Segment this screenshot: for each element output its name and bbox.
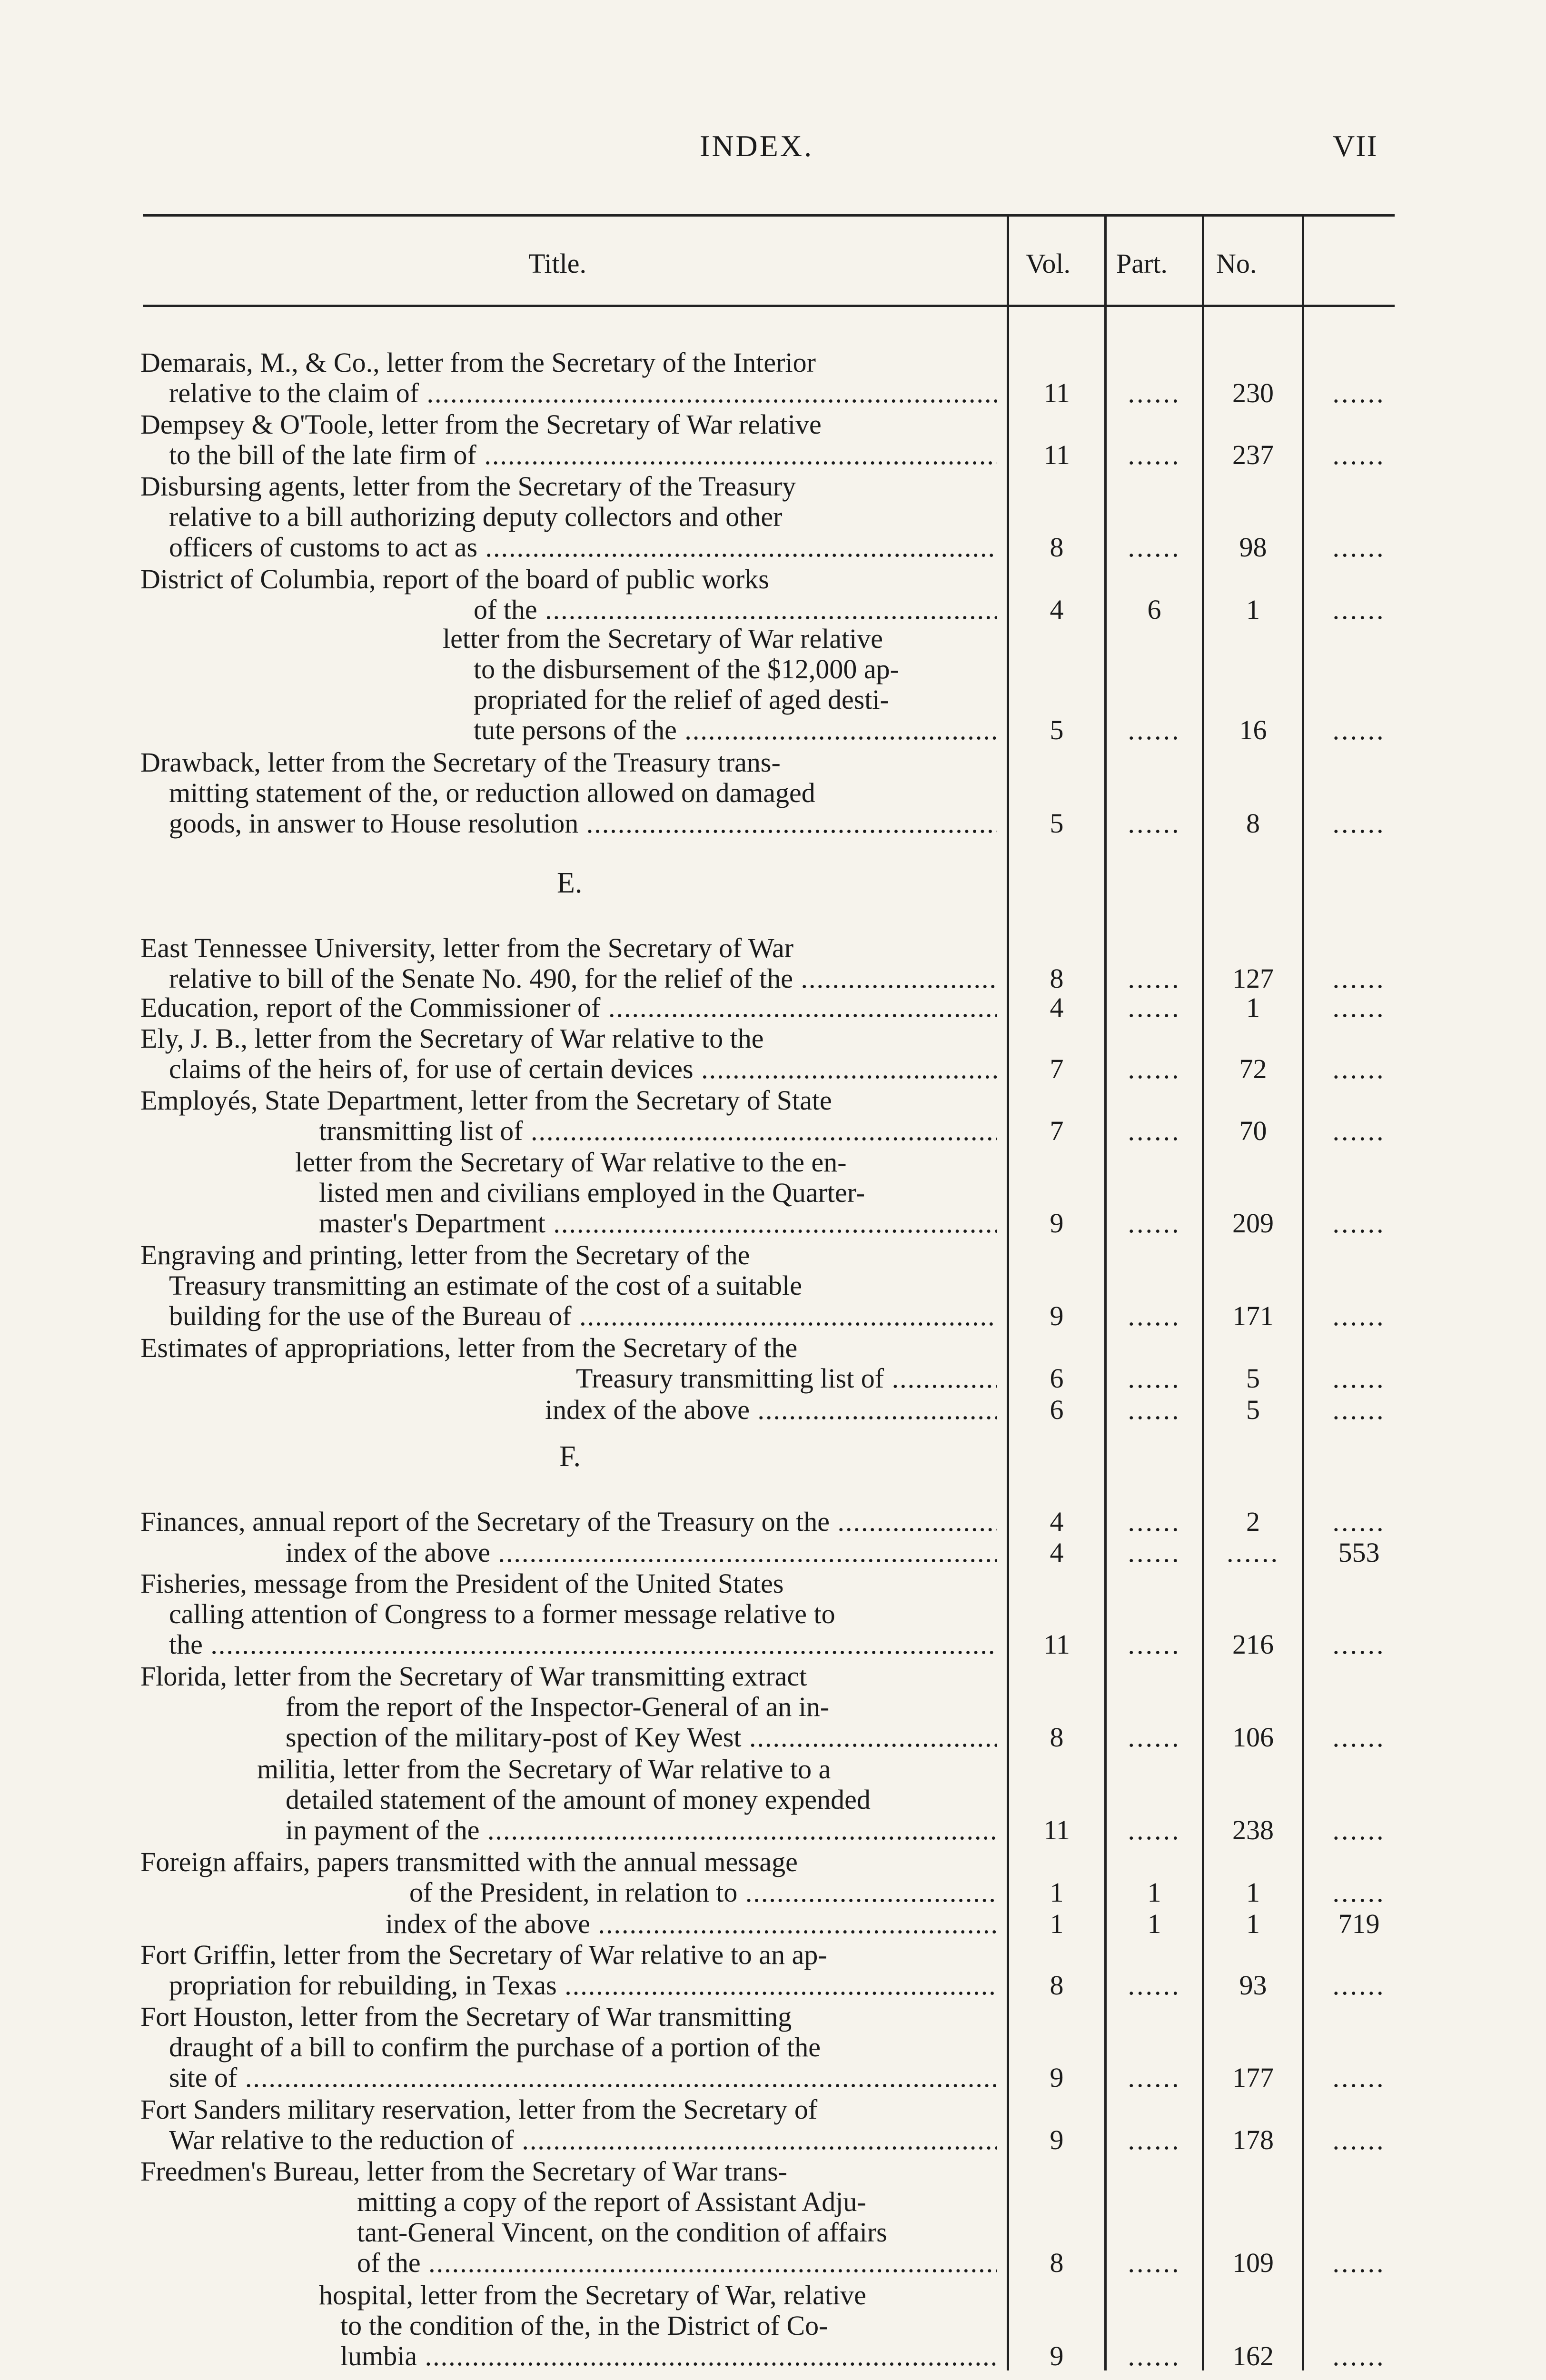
entry-part: ...... bbox=[1128, 532, 1181, 563]
entry-title-line: calling attention of Congress to a former message relative to bbox=[169, 1599, 835, 1629]
entry-no: 1 bbox=[1246, 1908, 1260, 1939]
entry-no: 93 bbox=[1239, 1970, 1267, 2001]
column-title: Title. bbox=[528, 248, 586, 279]
entry-extra: ...... bbox=[1332, 2062, 1386, 2093]
entry-no: 109 bbox=[1232, 2247, 1274, 2278]
entry-part: ...... bbox=[1128, 1970, 1181, 2001]
entry-part: ...... bbox=[1128, 2247, 1181, 2278]
entry-title-line: index of the above ..... bbox=[386, 1909, 997, 1939]
entry-vol: 8 bbox=[1050, 1970, 1064, 2001]
entry-title-line: site of ..... bbox=[169, 2063, 997, 2093]
entry-title-line: Treasury transmitting an estimate of the cost of a suitable bbox=[169, 1270, 802, 1301]
entry-no: 5 bbox=[1246, 1363, 1260, 1394]
entry-title-line: letter from the Secretary of War relative to the en- bbox=[295, 1147, 847, 1178]
rule-no-extra bbox=[1302, 214, 1304, 2370]
entry-title-line: lumbia ..... bbox=[340, 2341, 997, 2371]
entry-vol: 4 bbox=[1050, 1506, 1064, 1537]
entry-part: ...... bbox=[1128, 2062, 1181, 2093]
entry-title-line: the ..... bbox=[169, 1629, 997, 1660]
entry-title-line: detailed statement of the amount of money expended bbox=[286, 1785, 871, 1815]
entry-title-line: Fort Griffin, letter from the Secretary of War relative to an ap- bbox=[140, 1940, 827, 1970]
entry-extra: 719 bbox=[1338, 1908, 1380, 1939]
entry-no: 237 bbox=[1232, 439, 1274, 470]
entry-vol: 4 bbox=[1050, 1537, 1064, 1568]
entry-extra: ...... bbox=[1332, 377, 1386, 408]
entry-part: ...... bbox=[1128, 1053, 1181, 1084]
entry-vol: 4 bbox=[1050, 992, 1064, 1023]
entry-part: ...... bbox=[1128, 1537, 1181, 1568]
entry-vol: 1 bbox=[1050, 1877, 1064, 1908]
entry-part: ...... bbox=[1128, 992, 1181, 1023]
entry-vol: 9 bbox=[1050, 1208, 1064, 1239]
entry-title-line: relative to a bill authorizing deputy collectors and other bbox=[169, 502, 783, 532]
entry-no: 8 bbox=[1246, 808, 1260, 839]
entry-title-line: of the ..... bbox=[474, 595, 997, 625]
entry-no: 177 bbox=[1232, 2062, 1274, 2093]
entry-title-line: relative to bill of the Senate No. 490, for the relief of the ..... bbox=[169, 963, 997, 994]
entry-no: 178 bbox=[1232, 2124, 1274, 2155]
page-header bbox=[0, 129, 1546, 176]
entry-title-line: Engraving and printing, letter from the Secretary of the bbox=[140, 1240, 750, 1270]
entry-title-line: claims of the heirs of, for use of certain devices ..... bbox=[169, 1054, 997, 1084]
entry-title-line: transmitting list of ..... bbox=[319, 1116, 997, 1146]
entry-title-line: Freedmen's Bureau, letter from the Secretary of War trans- bbox=[140, 2156, 788, 2187]
entry-extra: ...... bbox=[1332, 1970, 1386, 2001]
entry-part: ...... bbox=[1128, 1300, 1181, 1331]
entry-no: 162 bbox=[1232, 2340, 1274, 2371]
entry-vol: 6 bbox=[1050, 1394, 1064, 1425]
entry-no: 216 bbox=[1232, 1629, 1274, 1660]
entry-title-line: Employés, State Department, letter from the Secretary of State bbox=[140, 1085, 832, 1116]
entry-title-line: Florida, letter from the Secretary of War transmitting extract bbox=[140, 1661, 807, 1692]
entry-title-line: propriated for the relief of aged desti- bbox=[474, 684, 889, 715]
entry-title-line: tute persons of the ..... bbox=[474, 715, 997, 745]
running-title: INDEX. bbox=[700, 129, 814, 163]
entry-extra: ...... bbox=[1332, 714, 1386, 745]
entry-title-line: propriation for rebuilding, in Texas ..... bbox=[169, 1970, 997, 2001]
entry-part: ...... bbox=[1128, 2124, 1181, 2155]
entry-title-line: Disbursing agents, letter from the Secretary of the Treasury bbox=[140, 471, 796, 502]
entry-extra: ...... bbox=[1332, 808, 1386, 839]
entry-vol: 8 bbox=[1050, 532, 1064, 563]
entry-title-line: index of the above ..... bbox=[545, 1395, 997, 1425]
entry-title-line: Demarais, M., & Co., letter from the Secretary of the Interior bbox=[140, 347, 816, 378]
entry-title-line: of the President, in relation to ..... bbox=[409, 1877, 997, 1908]
entry-no: 1 bbox=[1246, 992, 1260, 1023]
entry-part: ...... bbox=[1128, 439, 1181, 470]
entry-vol: 11 bbox=[1043, 377, 1070, 408]
entry-title-line: Dempsey & O'Toole, letter from the Secretary of War relative bbox=[140, 409, 822, 440]
entry-no: 230 bbox=[1232, 377, 1274, 408]
entry-extra: ...... bbox=[1332, 532, 1386, 563]
entry-extra: 553 bbox=[1338, 1537, 1380, 1568]
entry-title-line: Finances, annual report of the Secretary of the Treasury on the ..... bbox=[140, 1507, 997, 1537]
entry-part: 6 bbox=[1147, 594, 1161, 625]
entry-title-line: Treasury transmitting list of ..... bbox=[576, 1363, 997, 1394]
entry-extra: ...... bbox=[1332, 439, 1386, 470]
entry-extra: ...... bbox=[1332, 1053, 1386, 1084]
entry-title-line: mitting a copy of the report of Assistant Adju- bbox=[357, 2187, 866, 2217]
entry-vol: 4 bbox=[1050, 594, 1064, 625]
entry-title-line: Education, report of the Commissioner of ..... bbox=[140, 992, 997, 1023]
page-number: VII bbox=[1333, 129, 1378, 163]
entry-part: ...... bbox=[1128, 714, 1181, 745]
entry-title-line: listed men and civilians employed in the Quarter- bbox=[319, 1178, 865, 1208]
entry-extra: ...... bbox=[1332, 992, 1386, 1023]
entry-title-line: Fort Sanders military reservation, letter from the Secretary of bbox=[140, 2094, 818, 2125]
entry-title-line: tant-General Vincent, on the condition of affairs bbox=[357, 2217, 887, 2248]
entry-no: 16 bbox=[1239, 714, 1267, 745]
entry-no: 209 bbox=[1232, 1208, 1274, 1239]
entry-no: 171 bbox=[1232, 1300, 1274, 1331]
entry-vol: 9 bbox=[1050, 2124, 1064, 2155]
entry-part: ...... bbox=[1128, 1815, 1181, 1845]
section-letter-e: E. bbox=[557, 867, 583, 899]
entry-title-line: District of Columbia, report of the board of public works bbox=[140, 564, 769, 595]
entry-extra: ...... bbox=[1332, 1115, 1386, 1146]
entry-extra: ...... bbox=[1332, 1877, 1386, 1908]
entry-title-line: to the disbursement of the $12,000 ap- bbox=[474, 654, 899, 684]
entry-part: ...... bbox=[1128, 377, 1181, 408]
entry-vol: 8 bbox=[1050, 1722, 1064, 1753]
entry-no: 127 bbox=[1232, 963, 1274, 994]
entry-no: 2 bbox=[1246, 1506, 1260, 1537]
column-no: No. bbox=[1216, 248, 1257, 279]
entry-extra: ...... bbox=[1332, 2340, 1386, 2371]
entry-title-line: draught of a bill to confirm the purchase of a portion of the bbox=[169, 2032, 821, 2063]
entry-part: ...... bbox=[1128, 1394, 1181, 1425]
entry-part: ...... bbox=[1128, 808, 1181, 839]
entry-vol: 8 bbox=[1050, 2247, 1064, 2278]
entry-no: 5 bbox=[1246, 1394, 1260, 1425]
entry-title-line: War relative to the reduction of ..... bbox=[169, 2125, 997, 2155]
entry-extra: ...... bbox=[1332, 1208, 1386, 1239]
entry-title-line: militia, letter from the Secretary of War relative to a bbox=[257, 1754, 831, 1785]
entry-title-line: East Tennessee University, letter from the Secretary of War bbox=[140, 933, 794, 963]
section-letter-f: F. bbox=[559, 1440, 581, 1473]
entry-extra: ...... bbox=[1332, 1363, 1386, 1394]
column-vol: Vol. bbox=[1026, 248, 1071, 279]
entry-extra: ...... bbox=[1332, 2124, 1386, 2155]
entry-title-line: Drawback, letter from the Secretary of the Treasury trans- bbox=[140, 747, 781, 778]
entry-part: ...... bbox=[1128, 1629, 1181, 1660]
entry-part: ...... bbox=[1128, 1115, 1181, 1146]
entry-part: ...... bbox=[1128, 1363, 1181, 1394]
entry-extra: ...... bbox=[1332, 1394, 1386, 1425]
entry-title-line: master's Department ..... bbox=[319, 1208, 997, 1239]
header-bottom-rule bbox=[143, 305, 1395, 307]
entry-extra: ...... bbox=[1332, 1300, 1386, 1331]
entry-vol: 8 bbox=[1050, 963, 1064, 994]
entry-title-line: relative to the claim of ..... bbox=[169, 378, 997, 408]
entry-no: 1 bbox=[1246, 594, 1260, 625]
entry-vol: 11 bbox=[1043, 439, 1070, 470]
entry-title-line: index of the above ..... bbox=[286, 1537, 997, 1568]
top-rule bbox=[143, 214, 1395, 217]
entry-title-line: spection of the military-post of Key West ..... bbox=[286, 1722, 997, 1753]
entry-title-line: officers of customs to act as ..... bbox=[169, 532, 997, 563]
entry-no: 106 bbox=[1232, 1722, 1274, 1753]
column-part: Part. bbox=[1116, 248, 1168, 279]
entry-extra: ...... bbox=[1332, 1815, 1386, 1845]
entry-title-line: from the report of the Inspector-General of an in- bbox=[286, 1692, 830, 1722]
entry-no: 238 bbox=[1232, 1815, 1274, 1845]
entry-vol: 9 bbox=[1050, 1300, 1064, 1331]
entry-vol: 1 bbox=[1050, 1908, 1064, 1939]
entry-title-line: hospital, letter from the Secretary of War, relative bbox=[319, 2280, 866, 2311]
entry-title-line: to the condition of the, in the District of Co- bbox=[340, 2311, 828, 2341]
entry-title-line: Fort Houston, letter from the Secretary of War transmitting bbox=[140, 2002, 792, 2032]
entry-extra: ...... bbox=[1332, 594, 1386, 625]
entry-vol: 11 bbox=[1043, 1815, 1070, 1845]
entry-vol: 9 bbox=[1050, 2340, 1064, 2371]
entry-part: 1 bbox=[1147, 1908, 1161, 1939]
entry-no: 1 bbox=[1246, 1877, 1260, 1908]
entry-part: ...... bbox=[1128, 1722, 1181, 1753]
entry-title-line: mitting statement of the, or reduction allowed on damaged bbox=[169, 778, 815, 808]
entry-title-line: of the ..... bbox=[357, 2248, 997, 2278]
entry-extra: ...... bbox=[1332, 1506, 1386, 1537]
entry-extra: ...... bbox=[1332, 1722, 1386, 1753]
entry-vol: 7 bbox=[1050, 1053, 1064, 1084]
entry-extra: ...... bbox=[1332, 1629, 1386, 1660]
entry-part: ...... bbox=[1128, 963, 1181, 994]
entry-title-line: letter from the Secretary of War relative bbox=[443, 624, 883, 654]
entry-vol: 9 bbox=[1050, 2062, 1064, 2093]
entry-extra: ...... bbox=[1332, 963, 1386, 994]
entry-no: 70 bbox=[1239, 1115, 1267, 1146]
entry-vol: 7 bbox=[1050, 1115, 1064, 1146]
entry-title-line: Estimates of appropriations, letter from the Secretary of the bbox=[140, 1333, 798, 1363]
entry-title-line: goods, in answer to House resolution ..... bbox=[169, 808, 997, 839]
entry-vol: 5 bbox=[1050, 808, 1064, 839]
entry-title-line: to the bill of the late firm of ..... bbox=[169, 440, 997, 470]
entry-part: ...... bbox=[1128, 2340, 1181, 2371]
entry-extra: ...... bbox=[1332, 2247, 1386, 2278]
entry-vol: 11 bbox=[1043, 1629, 1070, 1660]
entry-no: 72 bbox=[1239, 1053, 1267, 1084]
entry-part: 1 bbox=[1147, 1877, 1161, 1908]
entry-title-line: building for the use of the Bureau of ..... bbox=[169, 1301, 997, 1331]
entry-title-line: Ely, J. B., letter from the Secretary of War relative to the bbox=[140, 1023, 764, 1054]
entry-vol: 6 bbox=[1050, 1363, 1064, 1394]
entry-no: ...... bbox=[1227, 1537, 1279, 1568]
entry-part: ...... bbox=[1128, 1506, 1181, 1537]
entry-vol: 5 bbox=[1050, 714, 1064, 745]
entry-title-line: in payment of the ..... bbox=[286, 1815, 997, 1845]
entry-title-line: Foreign affairs, papers transmitted with the annual message bbox=[140, 1847, 798, 1877]
entry-part: ...... bbox=[1128, 1208, 1181, 1239]
entry-title-line: Fisheries, message from the President of the United States bbox=[140, 1568, 784, 1599]
entry-no: 98 bbox=[1239, 532, 1267, 563]
